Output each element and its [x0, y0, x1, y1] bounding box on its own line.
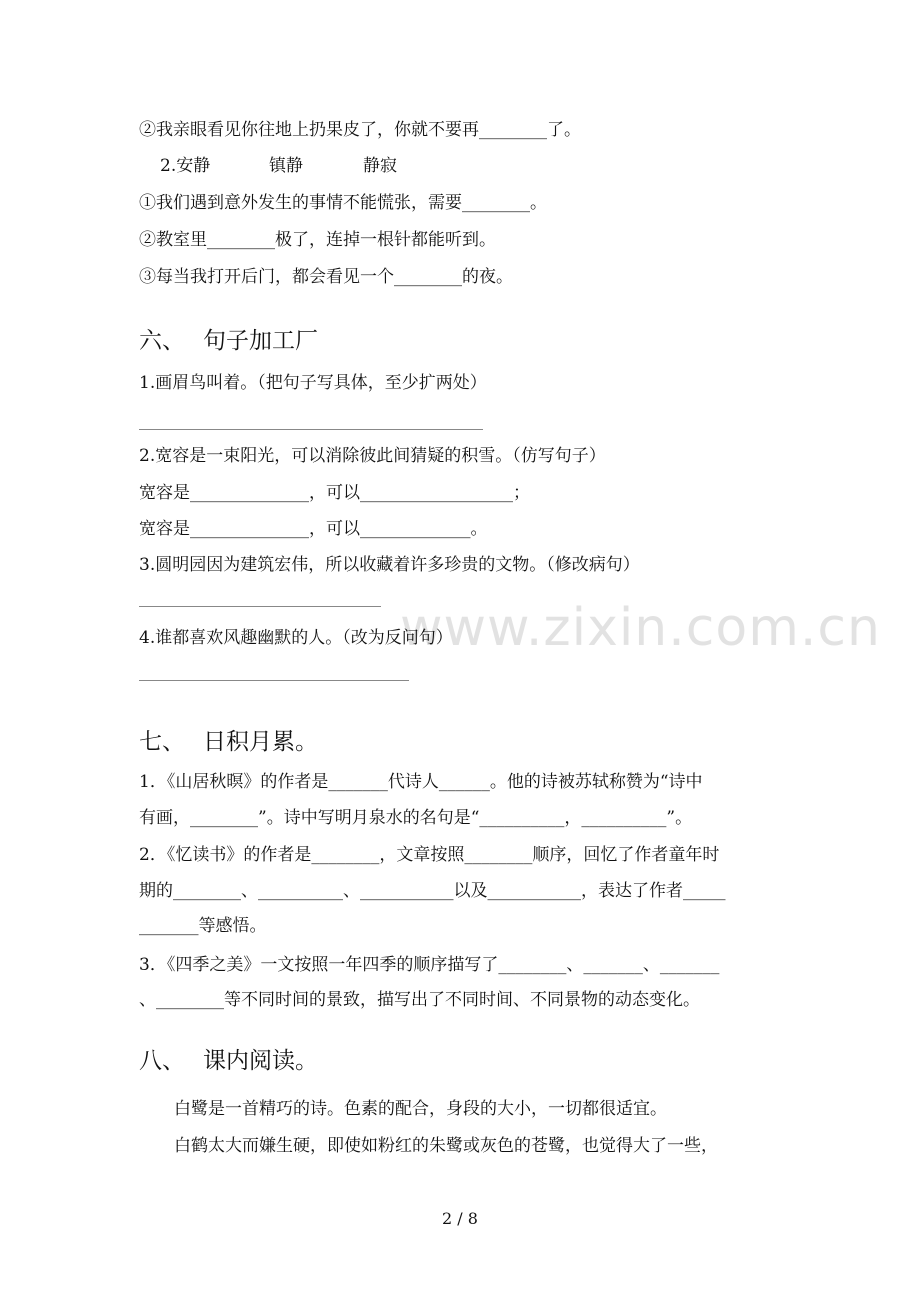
section-8-title: 课内阅读。	[203, 1048, 318, 1074]
reading-paragraph-2: 白鹤太大而嫌生硬，即使如粉红的朱鹭或灰色的苍鹭，也觉得大了一些，	[174, 1136, 718, 1156]
s6-question-3: 3.圆明园因为建筑宏伟，所以收藏着许多珍贵的文物。（修改病句）	[139, 555, 640, 575]
section-8-number: 八、	[139, 1048, 185, 1074]
section-7-title: 日积月累。	[203, 729, 318, 755]
watermark: www.zixin.com.cn	[400, 598, 881, 658]
s6-q2-line-1: 宽容是______________，可以__________________；	[139, 483, 530, 503]
s7-q1-line-1: 1．《山居秋暝》的作者是_______代诗人______。他的诗被苏轼称赞为“诗中	[139, 772, 703, 792]
s6-q1-answer-line[interactable]	[139, 429, 483, 430]
section-6-heading	[139, 325, 318, 357]
q2-option-1: 2.安静	[160, 156, 211, 176]
s6-question-2: 2.宽容是一束阳光，可以消除彼此间猜疑的积雪。（仿写句子）	[139, 446, 606, 466]
section-7-number: 七、	[139, 729, 185, 755]
reading-paragraph-1: 白鹭是一首精巧的诗。色素的配合，身段的大小，一切都很适宜。	[174, 1099, 667, 1119]
s7-q3-line-1: 3．《四季之美》一文按照一年四季的顺序描写了________、_______、_______	[139, 955, 720, 975]
q2-item-3: ③每当我打开后门，都会看见一个________的夜。	[139, 267, 513, 287]
q2-word-options	[160, 154, 397, 178]
q2-option-3: 静寂	[363, 156, 397, 176]
s7-q2-line-1: 2．《忆读书》的作者是________，文章按照________顺序，回忆了作者童年时	[139, 845, 720, 865]
s7-q3-line-2: 、________等不同时间的景致，描写出了不同时间、不同景物的动态变化。	[139, 990, 700, 1010]
section-7-heading	[139, 726, 318, 758]
s6-question-4: 4.谁都喜欢风趣幽默的人。（改为反问句）	[139, 628, 453, 648]
section-6-title: 句子加工厂	[203, 328, 318, 354]
section-8-heading	[139, 1045, 318, 1077]
s7-q2-line-3: _______等感悟。	[139, 916, 267, 936]
s6-question-1: 1.画眉鸟叫着。（把句子写具体，至少扩两处）	[139, 373, 487, 393]
q2-option-2: 镇静	[269, 156, 303, 176]
page-number: 2 / 8	[442, 1209, 478, 1228]
section-6-number: 六、	[139, 328, 185, 354]
s6-q3-answer-line[interactable]	[139, 606, 381, 607]
s6-q2-line-2: 宽容是______________，可以_____________。	[139, 519, 488, 539]
q1-item-2: ②我亲眼看见你往地上扔果皮了，你就不要再________了。	[139, 120, 581, 140]
s7-q1-line-2: 有画，________”。诗中写明月泉水的名句是“__________，__________”。	[139, 808, 693, 828]
s7-q2-line-2: 期的________、__________、___________以及___________，表达了作者_____	[139, 881, 726, 901]
q2-item-2: ②教室里________极了，连掉一根针都能听到。	[139, 230, 496, 250]
q2-item-1: ①我们遇到意外发生的事情不能慌张，需要________。	[139, 193, 547, 213]
s6-q4-answer-line[interactable]	[139, 680, 409, 681]
